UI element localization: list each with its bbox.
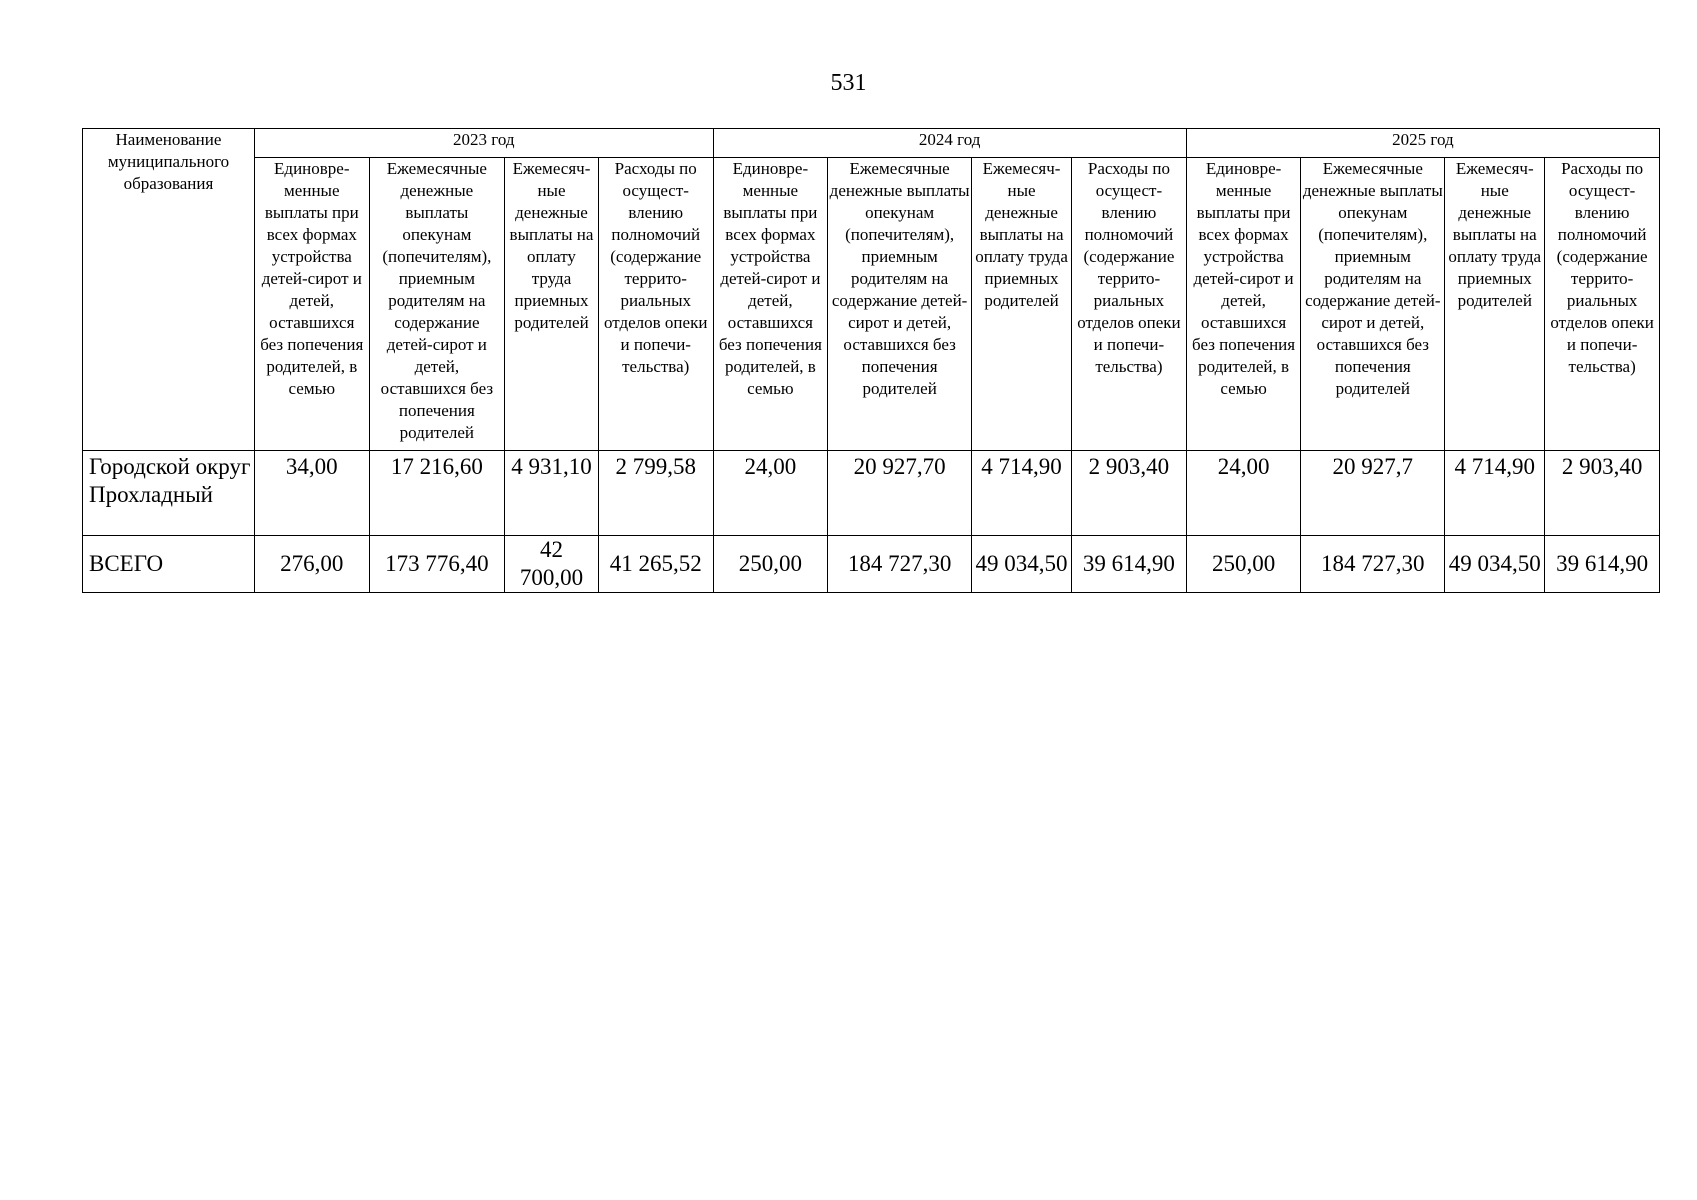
municipality-header: Наименование муниципального образования bbox=[83, 129, 255, 451]
total-value-cell: 173 776,40 bbox=[369, 536, 504, 593]
col-header-monthly-guardians: Ежемесячные денежные выплаты опекунам (попечителям), приемным родителям на содержание детей-сирот и детей, оставшихся без попечения родителей bbox=[369, 158, 504, 451]
total-value-cell: 49 034,50 bbox=[1445, 536, 1545, 593]
value-cell: 24,00 bbox=[713, 451, 828, 536]
municipality-name: Городской округ Прохладный bbox=[83, 451, 255, 536]
total-value-cell: 250,00 bbox=[713, 536, 828, 593]
value-cell: 34,00 bbox=[254, 451, 369, 536]
total-value-cell: 276,00 bbox=[254, 536, 369, 593]
year-header-2023: 2023 год bbox=[254, 129, 713, 158]
value-cell: 4 931,10 bbox=[505, 451, 599, 536]
page-number: 531 bbox=[830, 70, 867, 96]
total-value-cell: 39 614,90 bbox=[1545, 536, 1660, 593]
col-header-monthly-foster-pay: Ежемесяч-ные денежные выплаты на оплату труда приемных родителей bbox=[972, 158, 1072, 451]
value-cell: 2 903,40 bbox=[1545, 451, 1660, 536]
col-header-admin-expenses: Расходы по осущест-влению полномочий (содержание террито-риальных отделов опеки и попечи-тельства) bbox=[598, 158, 713, 451]
col-header-monthly-foster-pay: Ежемесяч-ные денежные выплаты на оплату труда приемных родителей bbox=[1445, 158, 1545, 451]
col-header-lump-sum: Единовре-менные выплаты при всех формах устройства детей-сирот и детей, оставшихся без попечения родителей, в семью bbox=[254, 158, 369, 451]
value-cell: 17 216,60 bbox=[369, 451, 504, 536]
year-header-2025: 2025 год bbox=[1186, 129, 1659, 158]
budget-table bbox=[82, 128, 1660, 593]
total-value-cell: 39 614,90 bbox=[1072, 536, 1187, 593]
col-header-monthly-guardians: Ежемесячные денежные выплаты опекунам (попечителям), приемным родителям на содержание детей-сирот и детей, оставшихся без попечения родителей bbox=[1301, 158, 1445, 451]
value-cell: 2 799,58 bbox=[598, 451, 713, 536]
total-value-cell: 41 265,52 bbox=[598, 536, 713, 593]
col-header-lump-sum: Единовре-менные выплаты при всех формах устройства детей-сирот и детей, оставшихся без попечения родителей, в семью bbox=[713, 158, 828, 451]
value-cell: 20 927,7 bbox=[1301, 451, 1445, 536]
total-value-cell: 42 700,00 bbox=[505, 536, 599, 593]
total-label: ВСЕГО bbox=[83, 536, 255, 593]
col-header-monthly-foster-pay: Ежемесяч-ные денежные выплаты на оплату труда приемных родителей bbox=[505, 158, 599, 451]
total-row bbox=[83, 536, 1660, 593]
value-cell: 2 903,40 bbox=[1072, 451, 1187, 536]
total-value-cell: 49 034,50 bbox=[972, 536, 1072, 593]
value-cell: 20 927,70 bbox=[828, 451, 972, 536]
total-value-cell: 184 727,30 bbox=[828, 536, 972, 593]
total-value-cell: 250,00 bbox=[1186, 536, 1301, 593]
year-header-2024: 2024 год bbox=[713, 129, 1186, 158]
value-cell: 24,00 bbox=[1186, 451, 1301, 536]
table-row bbox=[83, 451, 1660, 536]
col-header-monthly-guardians: Ежемесячные денежные выплаты опекунам (попечителям), приемным родителям на содержание детей-сирот и детей, оставшихся без попечения родителей bbox=[828, 158, 972, 451]
value-cell: 4 714,90 bbox=[972, 451, 1072, 536]
col-header-admin-expenses: Расходы по осущест-влению полномочий (содержание террито-риальных отделов опеки и попечи-тельства) bbox=[1072, 158, 1187, 451]
value-cell: 4 714,90 bbox=[1445, 451, 1545, 536]
col-header-admin-expenses: Расходы по осущест-влению полномочий (содержание террито-риальных отделов опеки и попечи-тельства) bbox=[1545, 158, 1660, 451]
col-header-lump-sum: Единовре-менные выплаты при всех формах устройства детей-сирот и детей, оставшихся без попечения родителей, в семью bbox=[1186, 158, 1301, 451]
total-value-cell: 184 727,30 bbox=[1301, 536, 1445, 593]
